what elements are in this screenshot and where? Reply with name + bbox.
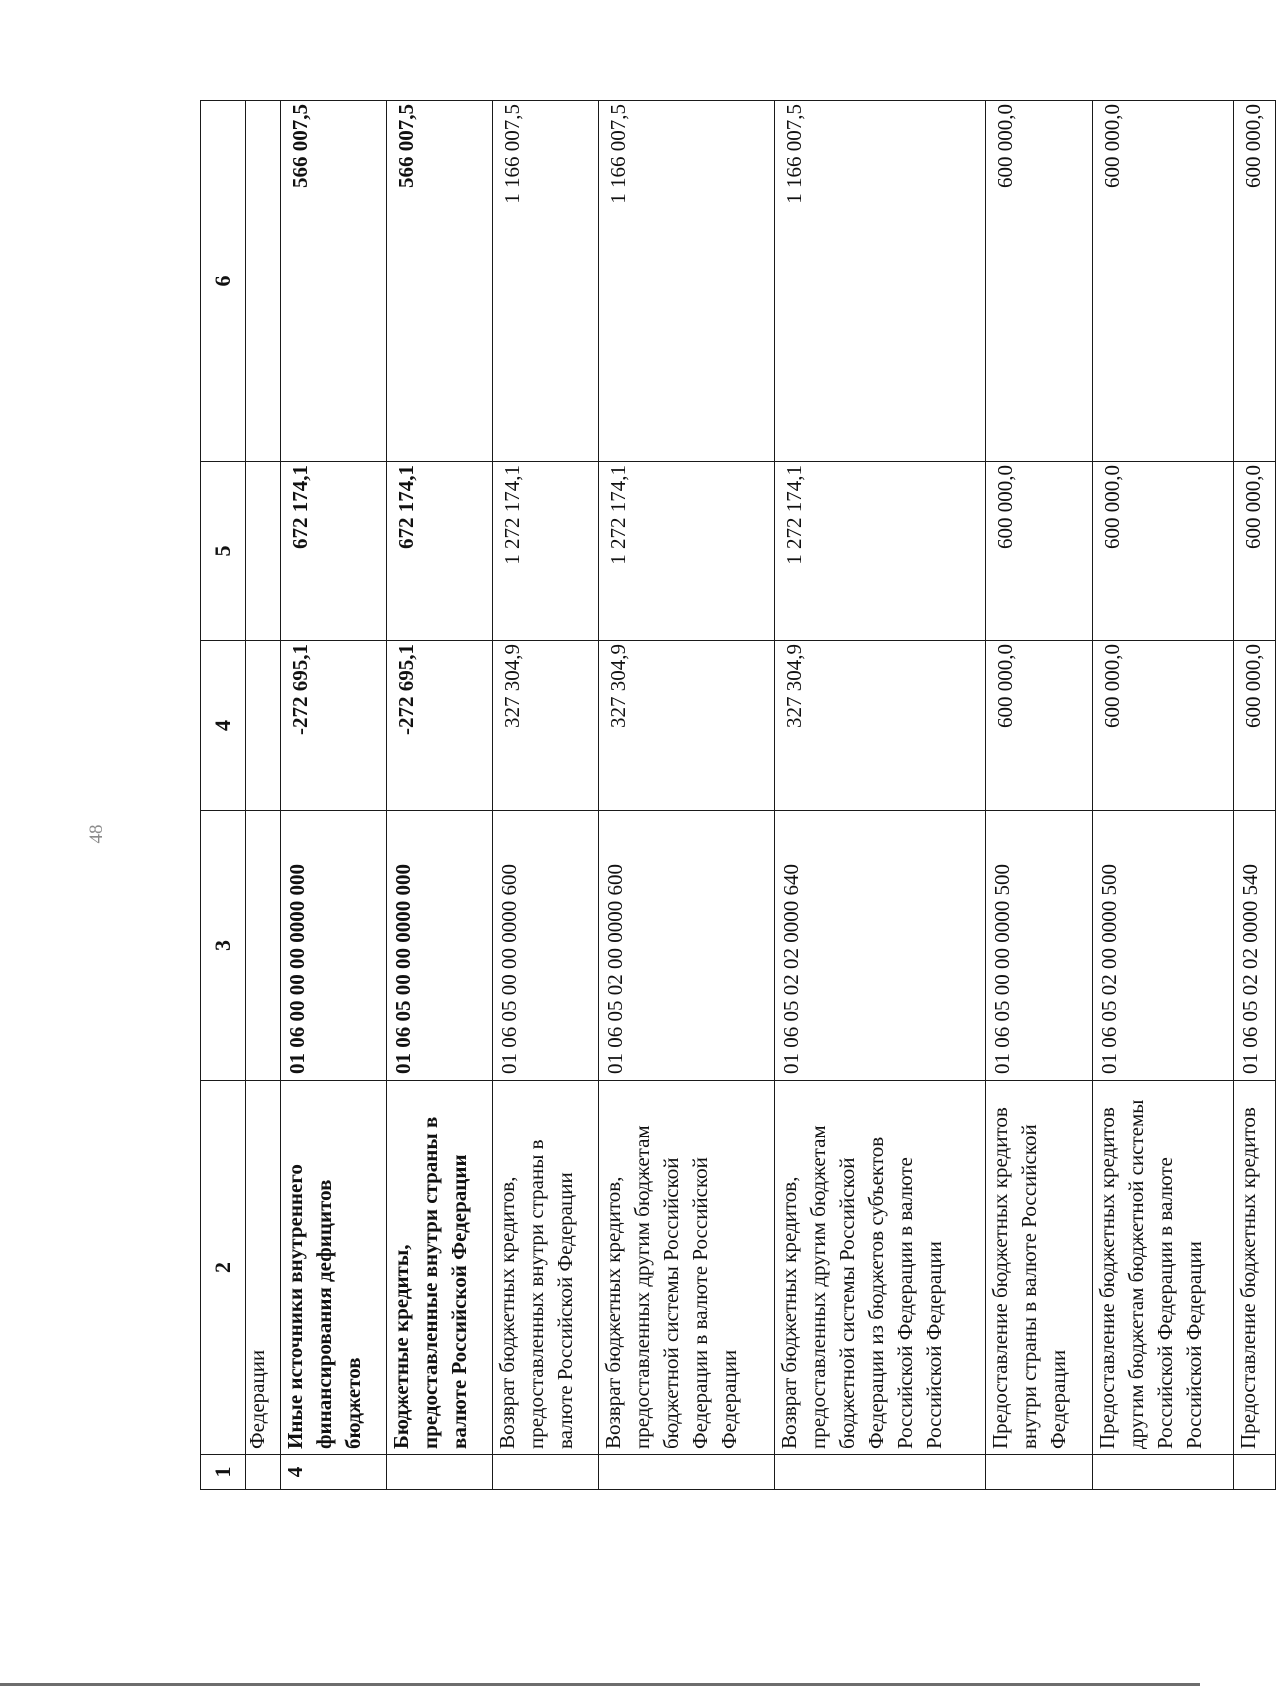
row-value-col4: 600 000,0 [1092, 641, 1233, 811]
row-value-col5: 672 174,1 [386, 462, 492, 641]
row-value-col6 [245, 101, 280, 462]
row-code: 01 06 05 02 00 0000 500 [1092, 811, 1233, 1081]
row-number [1233, 1455, 1275, 1490]
table-row [386, 101, 492, 1490]
header-col-4: 4 [201, 641, 246, 811]
table-row [986, 101, 1092, 1490]
row-name: Предоставление бюджетных кредитов [1233, 1081, 1275, 1455]
table-row [1092, 101, 1233, 1490]
row-value-col6: 1 166 007,5 [492, 101, 598, 462]
row-number [386, 1455, 492, 1490]
row-code: 01 06 05 00 00 0000 500 [986, 811, 1092, 1081]
row-number [492, 1455, 598, 1490]
row-code: 01 06 00 00 00 0000 000 [280, 811, 386, 1081]
row-value-col5: 672 174,1 [280, 462, 386, 641]
row-value-col5: 600 000,0 [986, 462, 1092, 641]
row-name: Предоставление бюджетных кредитов другим бюджетам бюджетной системы Российской Федерации в валюте Российской Федерации [1092, 1081, 1233, 1455]
page-number: 48 [86, 824, 107, 844]
row-number [599, 1455, 775, 1490]
row-code: 01 06 05 02 00 0000 600 [599, 811, 775, 1081]
header-col-6: 6 [201, 101, 246, 462]
budget-sources-table [200, 100, 1276, 1490]
rotated-table-container [200, 101, 1276, 1490]
row-value-col4: -272 695,1 [386, 641, 492, 811]
table-header-row [201, 101, 246, 1490]
row-value-col6: 600 000,0 [986, 101, 1092, 462]
row-name: Иные источники внутреннего финансирования дефицитов бюджетов [280, 1081, 386, 1455]
row-code: 01 06 05 02 02 0000 540 [1233, 811, 1275, 1081]
row-value-col6: 600 000,0 [1092, 101, 1233, 462]
table-row [599, 101, 775, 1490]
row-value-col5: 600 000,0 [1233, 462, 1275, 641]
row-name: Возврат бюджетных кредитов, предоставленных другим бюджетам бюджетной системы Российской Федерации из бюджетов субъектов Российской Федерации в валюте Российской Федерации [775, 1081, 986, 1455]
row-code: 01 06 05 00 00 0000 000 [386, 811, 492, 1081]
row-number: 4 [280, 1455, 386, 1490]
row-number [1092, 1455, 1233, 1490]
row-value-col4: -272 695,1 [280, 641, 386, 811]
row-value-col4: 600 000,0 [1233, 641, 1275, 811]
row-value-col4 [245, 641, 280, 811]
row-value-col6: 1 166 007,5 [599, 101, 775, 462]
row-value-col4: 327 304,9 [775, 641, 986, 811]
row-name: Возврат бюджетных кредитов, предоставленных внутри страны в валюте Российской Федерации [492, 1081, 598, 1455]
row-name: Предоставление бюджетных кредитов внутри страны в валюте Российской Федерации [986, 1081, 1092, 1455]
row-code [245, 811, 280, 1081]
row-value-col6: 600 000,0 [1233, 101, 1275, 462]
table-row [245, 101, 280, 1490]
header-col-2: 2 [201, 1081, 246, 1455]
table-row [280, 101, 386, 1490]
header-col-1: 1 [201, 1455, 246, 1490]
table-row [492, 101, 598, 1490]
row-value-col4: 327 304,9 [599, 641, 775, 811]
row-value-col4: 600 000,0 [986, 641, 1092, 811]
bottom-rule [0, 1683, 1200, 1686]
row-name: Федерации [245, 1081, 280, 1455]
row-value-col5: 600 000,0 [1092, 462, 1233, 641]
table-row [775, 101, 986, 1490]
row-code: 01 06 05 02 02 0000 640 [775, 811, 986, 1081]
row-value-col5 [245, 462, 280, 641]
row-number [986, 1455, 1092, 1490]
row-name: Бюджетные кредиты, предоставленные внутри страны в валюте Российской Федерации [386, 1081, 492, 1455]
row-number [245, 1455, 280, 1490]
row-value-col6: 566 007,5 [386, 101, 492, 462]
table-row [1233, 101, 1275, 1490]
header-col-5: 5 [201, 462, 246, 641]
row-value-col6: 566 007,5 [280, 101, 386, 462]
header-col-3: 3 [201, 811, 246, 1081]
row-name: Возврат бюджетных кредитов, предоставленных другим бюджетам бюджетной системы Российской Федерации в валюте Российской Федерации [599, 1081, 775, 1455]
row-code: 01 06 05 00 00 0000 600 [492, 811, 598, 1081]
row-value-col5: 1 272 174,1 [492, 462, 598, 641]
row-value-col5: 1 272 174,1 [775, 462, 986, 641]
row-value-col4: 327 304,9 [492, 641, 598, 811]
row-value-col6: 1 166 007,5 [775, 101, 986, 462]
row-value-col5: 1 272 174,1 [599, 462, 775, 641]
row-number [775, 1455, 986, 1490]
